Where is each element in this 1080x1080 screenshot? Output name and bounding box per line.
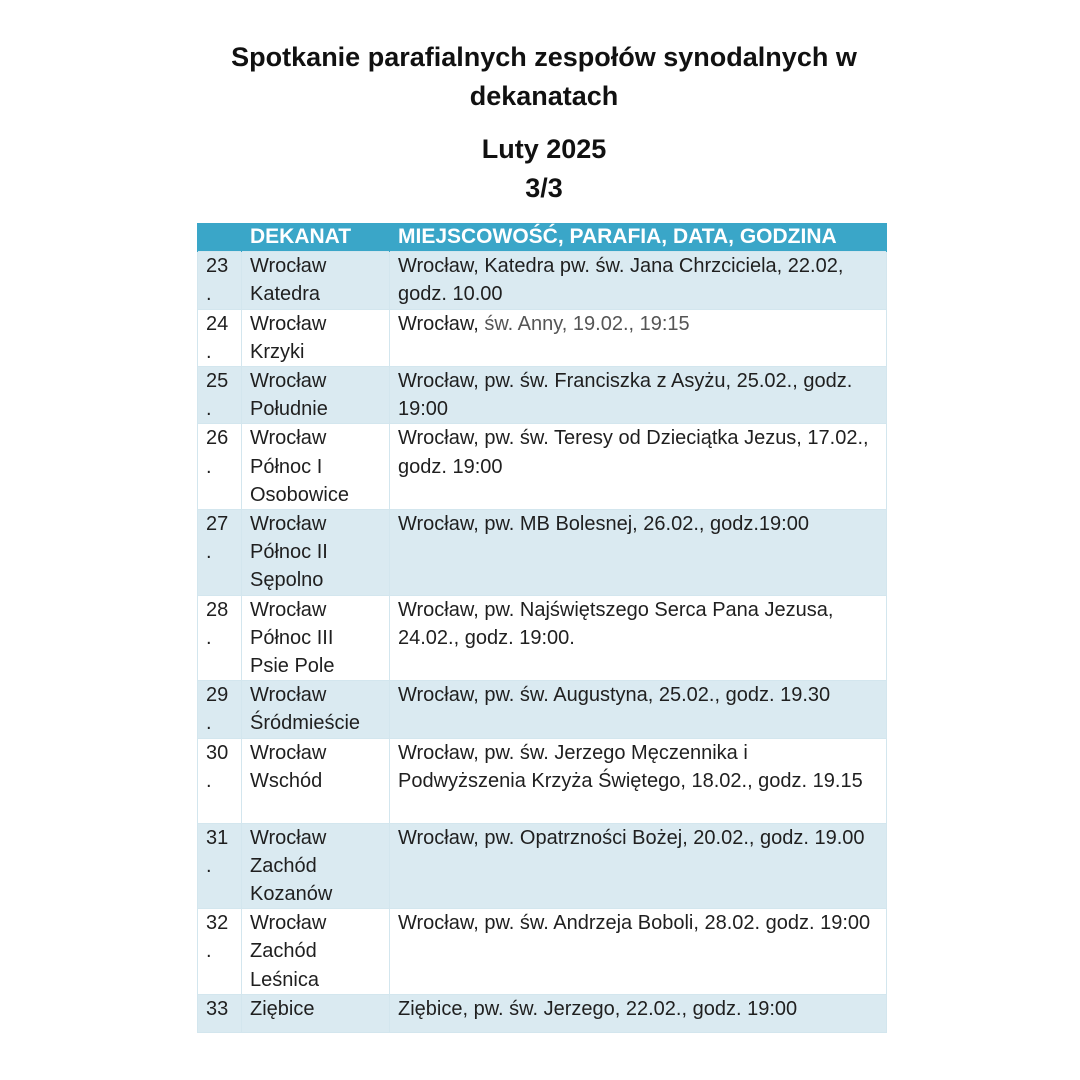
details-cell: [390, 823, 887, 909]
row-number: [198, 367, 242, 424]
table-row: [198, 424, 887, 510]
meetings-table: [197, 223, 887, 1033]
details-text: Wrocław, pw. MB Bolesnej, 26.02., godz.19:00: [398, 513, 809, 536]
table-row: [198, 738, 887, 823]
dekanat-cell: [242, 510, 390, 596]
details-cell: [390, 681, 887, 738]
details-cell: [390, 595, 887, 681]
row-number-value: 26: [206, 427, 229, 450]
row-number-dot: .: [206, 769, 212, 792]
details-prefix: Wrocław,: [398, 312, 485, 335]
details-cell: [390, 738, 887, 823]
row-number: [198, 510, 242, 596]
row-number-value: 30: [206, 741, 229, 764]
table-row: [198, 510, 887, 596]
row-number-value: 27: [206, 513, 229, 536]
dekanat-line: Wrocław: [250, 255, 327, 278]
details-cell: [390, 424, 887, 510]
row-number-value: 31: [206, 826, 229, 849]
dekanat-line: Wrocław: [250, 741, 327, 764]
header-details: MIEJSCOWOŚĆ, PARAFIA, DATA, GODZINA: [390, 223, 887, 252]
details-text: Wrocław, pw. Najświętszego Serca Pana Jezusa, 24.02., godz. 19:00.: [398, 598, 834, 649]
table-row: [198, 367, 887, 424]
dekanat-line: Północ II: [250, 541, 328, 564]
details-cell: [390, 510, 887, 596]
dekanat-cell: [242, 309, 390, 366]
dekanat-line: Południe: [250, 398, 328, 421]
row-number: [198, 823, 242, 909]
dekanat-cell: [242, 909, 390, 995]
row-number-dot: .: [206, 398, 212, 421]
details-text: Wrocław, pw. Opatrzności Bożej, 20.02., godz. 19.00: [398, 826, 865, 849]
row-number-dot: .: [206, 854, 212, 877]
row-number-value: 28: [206, 598, 229, 621]
dekanat-cell: [242, 823, 390, 909]
row-number-value: 32: [206, 912, 229, 935]
row-number-value: 33: [206, 997, 229, 1020]
dekanat-cell: [242, 595, 390, 681]
details-cell: [390, 309, 887, 366]
dekanat-line: Północ I: [250, 455, 323, 478]
page-subtitle: [0, 130, 1080, 208]
table-row: [198, 823, 887, 909]
page-title: [0, 38, 1080, 116]
dekanat-line: Wrocław: [250, 427, 327, 450]
row-number: [198, 309, 242, 366]
dekanat-line: Psie Pole: [250, 655, 335, 678]
table-row: [198, 252, 887, 309]
dekanat-line: Katedra: [250, 283, 321, 306]
table-row: [198, 994, 887, 1032]
dekanat-line: Leśnica: [250, 968, 319, 991]
details-text: Wrocław, pw. św. Jerzego Męczennika i Podwyższenia Krzyża Świętego, 18.02., godz. 19.15: [398, 741, 863, 792]
title-line-1: Spotkanie parafialnych zespołów synodalnych w: [231, 42, 857, 72]
row-number: [198, 738, 242, 823]
dekanat-line: Wrocław: [250, 826, 327, 849]
table-row: [198, 681, 887, 738]
dekanat-line: Krzyki: [250, 340, 305, 363]
header-dekanat: DEKANAT: [242, 223, 390, 252]
row-number-value: 24: [206, 312, 229, 335]
row-number-value: 23: [206, 255, 229, 278]
dekanat-line: Wrocław: [250, 513, 327, 536]
dekanat-cell: [242, 252, 390, 309]
details-text: Wrocław, pw. św. Teresy od Dzieciątka Jezus, 17.02., godz. 19:00: [398, 427, 869, 478]
table-row: [198, 595, 887, 681]
details-cell: [390, 994, 887, 1032]
dekanat-line: Kozanów: [250, 883, 333, 906]
details-cell: [390, 367, 887, 424]
dekanat-cell: [242, 681, 390, 738]
month-label: Luty 2025: [481, 134, 607, 164]
row-number-dot: .: [206, 626, 212, 649]
details-cell: [390, 909, 887, 995]
dekanat-line: Wrocław: [250, 684, 327, 707]
row-number-dot: .: [206, 940, 212, 963]
page-number: 3/3: [525, 173, 563, 203]
dekanat-line: Zachód: [250, 940, 317, 963]
details-text: Wrocław, pw. św. Augustyna, 25.02., godz. 19.30: [398, 684, 831, 707]
dekanat-line: Wrocław: [250, 598, 327, 621]
row-number: [198, 424, 242, 510]
row-number: [198, 994, 242, 1032]
dekanat-cell: [242, 367, 390, 424]
dekanat-line: Wrocław: [250, 912, 327, 935]
row-number-dot: .: [206, 712, 212, 735]
dekanat-line: Północ III: [250, 626, 334, 649]
row-number: [198, 909, 242, 995]
row-number-value: 25: [206, 370, 229, 393]
row-number-value: 29: [206, 684, 229, 707]
dekanat-cell: [242, 994, 390, 1032]
table-row: [198, 909, 887, 995]
details-cell: [390, 252, 887, 309]
dekanat-line: Wrocław: [250, 312, 327, 335]
dekanat-line: Wschód: [250, 769, 323, 792]
row-number-dot: .: [206, 340, 212, 363]
details-text: Wrocław, Katedra pw. św. Jana Chrzciciela, 22.02, godz. 10.00: [398, 255, 844, 306]
dekanat-line: Osobowice: [250, 483, 349, 506]
header-num: [198, 223, 242, 252]
row-number: [198, 595, 242, 681]
row-number: [198, 681, 242, 738]
dekanat-cell: [242, 738, 390, 823]
details-text: Wrocław, pw. św. Franciszka z Asyżu, 25.02., godz. 19:00: [398, 370, 853, 421]
row-number-dot: .: [206, 455, 212, 478]
table-header-row: [198, 223, 887, 252]
details-text: Wrocław, pw. św. Andrzeja Boboli, 28.02. godz. 19:00: [398, 912, 871, 935]
dekanat-line: Sępolno: [250, 569, 324, 592]
details-text: Ziębice, pw. św. Jerzego, 22.02., godz. 19:00: [398, 997, 798, 1020]
details-text: św. Anny, 19.02., 19:15: [484, 312, 690, 335]
table-row: [198, 309, 887, 366]
dekanat-line: Zachód: [250, 854, 317, 877]
dekanat-cell: [242, 424, 390, 510]
table-body: [198, 252, 887, 1033]
dekanat-line: Ziębice: [250, 997, 315, 1020]
row-number: [198, 252, 242, 309]
dekanat-line: Śródmieście: [250, 712, 361, 735]
row-number-dot: .: [206, 541, 212, 564]
dekanat-line: Wrocław: [250, 370, 327, 393]
row-number-dot: .: [206, 283, 212, 306]
title-line-2: dekanatach: [469, 81, 619, 111]
